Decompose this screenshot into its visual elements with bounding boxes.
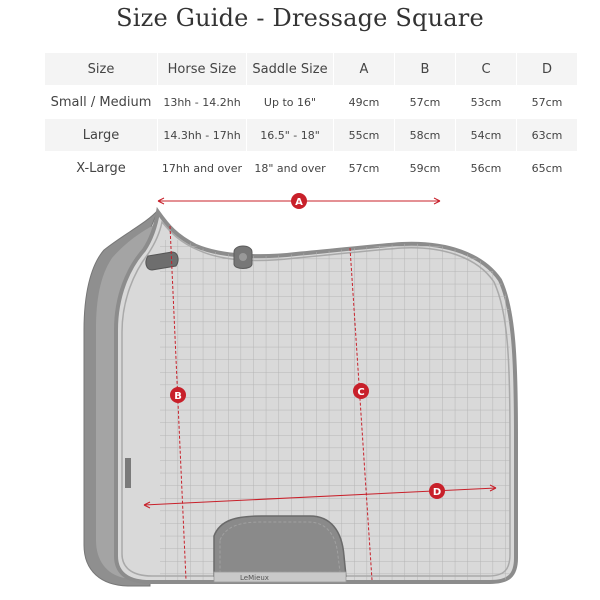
- row-b: 59cm: [395, 152, 456, 185]
- header-saddle-size: Saddle Size: [247, 53, 334, 86]
- row-d: 63cm: [517, 119, 578, 152]
- svg-text:C: C: [357, 387, 365, 398]
- row-horse-size: 13hh - 14.2hh: [158, 86, 247, 119]
- row-saddle-size: Up to 16": [247, 86, 334, 119]
- row-b: 57cm: [395, 86, 456, 119]
- row-horse-size: 14.3hh - 17hh: [158, 119, 247, 152]
- logo-tab-icon: [234, 246, 252, 269]
- header-b: B: [395, 53, 456, 86]
- header-d: D: [517, 53, 578, 86]
- svg-text:A: A: [295, 197, 303, 208]
- header-c: C: [456, 53, 517, 86]
- page-title: Size Guide - Dressage Square: [116, 4, 484, 32]
- header-a: A: [334, 53, 395, 86]
- row-d: 57cm: [517, 86, 578, 119]
- bottom-brand-text: LeMieux: [240, 574, 269, 582]
- row-a: 55cm: [334, 119, 395, 152]
- svg-text:B: B: [174, 391, 182, 402]
- row-c: 54cm: [456, 119, 517, 152]
- suede-patch: [214, 516, 346, 576]
- row-a: 49cm: [334, 86, 395, 119]
- row-a: 57cm: [334, 152, 395, 185]
- row-saddle-size: 18" and over: [247, 152, 334, 185]
- row-c: 53cm: [456, 86, 517, 119]
- row-horse-size: 17hh and over: [158, 152, 247, 185]
- row-b: 58cm: [395, 119, 456, 152]
- row-size: Large: [45, 119, 158, 152]
- header-size: Size: [45, 53, 158, 86]
- marker-a: [291, 193, 307, 209]
- row-size: X-Large: [45, 152, 158, 185]
- side-brand-label: [125, 458, 131, 488]
- row-size: Small / Medium: [45, 86, 158, 119]
- marker-b: [170, 387, 186, 403]
- marker-c: [353, 383, 369, 399]
- row-d: 65cm: [517, 152, 578, 185]
- row-c: 56cm: [456, 152, 517, 185]
- marker-d: [429, 483, 445, 499]
- svg-text:D: D: [432, 487, 442, 498]
- bottom-brand-label: [214, 572, 346, 582]
- row-saddle-size: 16.5" - 18": [247, 119, 334, 152]
- header-horse-size: Horse Size: [158, 53, 247, 86]
